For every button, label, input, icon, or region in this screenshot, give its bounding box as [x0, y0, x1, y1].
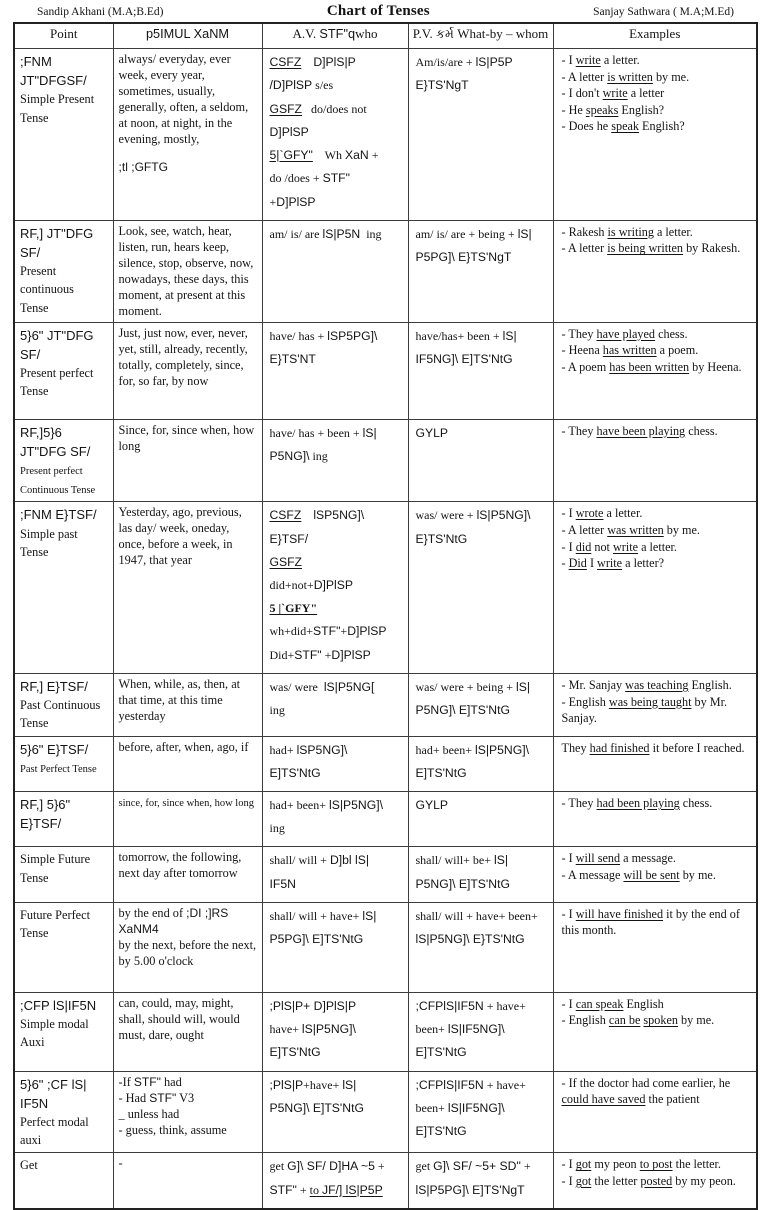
- table-row: [14, 792, 757, 847]
- table-row: [14, 419, 757, 502]
- cell-active-voice-structure: had+ lSP5NG]\ E]TS'NtG: [262, 736, 408, 792]
- cell-tense-name: Get: [14, 1153, 113, 1209]
- cell-examples: - I will have finished it by the end of this month.: [553, 902, 757, 992]
- cell-passive-voice-structure: am/ is/ are + being + lS| P5PG]\ E}TS'NgT: [408, 220, 553, 322]
- table-row: [14, 49, 757, 221]
- column-header-examples: Examples: [553, 23, 757, 49]
- cell-tense-name: RF,] E}TSF/ Past Continuous Tense: [14, 673, 113, 736]
- author-right: Sanjay Sathwara ( M.A;M.Ed): [593, 6, 734, 18]
- table-row: [14, 502, 757, 674]
- author-left: Sandip Akhani (M.A;B.Ed): [37, 6, 164, 18]
- cell-active-voice-structure: have/ has + been + lS| P5NG]\ ing: [262, 419, 408, 502]
- tenses-table: [13, 22, 758, 1210]
- page-title: Chart of Tenses: [326, 3, 430, 19]
- cell-keywords: tomorrow, the following, next day after tomorrow: [113, 847, 262, 903]
- cell-examples: - I will send a message. - A message will be sent by me.: [553, 847, 757, 903]
- cell-keywords: since, for, since when, how long: [113, 792, 262, 847]
- table-row: [14, 673, 757, 736]
- table-row: [14, 736, 757, 792]
- cell-keywords: -If STF" had - Had STF" V3 _ unless had - guess, think, assume: [113, 1071, 262, 1153]
- cell-passive-voice-structure: get G]\ SF/ ~5+ SD" + lS|P5PG]\ E]TS'NgT: [408, 1153, 553, 1209]
- cell-keywords: Yesterday, ago, previous, las day/ week, oneday, once, before a week, in 1947, that year: [113, 502, 262, 674]
- cell-passive-voice-structure: ;CFPlS|IF5N + have+ been+ lS|IF5NG]\ E]TS'NtG: [408, 992, 553, 1071]
- cell-examples: - Mr. Sanjay was teaching English. - English was being taught by Mr. Sanjay.: [553, 673, 757, 736]
- cell-examples: - I can speak English - English can be spoken by me.: [553, 992, 757, 1071]
- table-row: [14, 992, 757, 1071]
- cell-active-voice-structure: have/ has + lSP5PG]\ E}TS'NT: [262, 322, 408, 419]
- cell-keywords: Look, see, watch, hear, listen, run, hears keep, silence, stop, observe, now, nowadays, these days, this moment, at present at this moment.: [113, 220, 262, 322]
- cell-passive-voice-structure: GYLP: [408, 419, 553, 502]
- cell-passive-voice-structure: ;CFPlS|IF5N + have+ been+ lS|IF5NG]\ E]TS'NtG: [408, 1071, 553, 1153]
- cell-passive-voice-structure: had+ been+ lS|P5NG]\ E]TS'NtG: [408, 736, 553, 792]
- cell-keywords: -: [113, 1153, 262, 1209]
- table-row: [14, 220, 757, 322]
- cell-keywords: When, while, as, then, at that time, at this time yesterday: [113, 673, 262, 736]
- cell-active-voice-structure: ;PlS|P+ D]PlS|P have+ lS|P5NG]\ E]TS'NtG: [262, 992, 408, 1071]
- cell-passive-voice-structure: was/ were + lS|P5NG]\ E}TS'NtG: [408, 502, 553, 674]
- cell-tense-name: ;FNM E}TSF/ Simple past Tense: [14, 502, 113, 674]
- cell-passive-voice-structure: was/ were + being + lS| P5NG]\ E]TS'NtG: [408, 673, 553, 736]
- cell-active-voice-structure: CSFZ lSP5NG]\ E}TSF/ GSFZ did+not+D]PlSP 5 |`GFY" wh+did+STF"+D]PlSP Did+STF" +D]PlSP: [262, 502, 408, 674]
- cell-keywords: Since, for, since when, how long: [113, 419, 262, 502]
- cell-tense-name: Simple Future Tense: [14, 847, 113, 903]
- cell-tense-name: RF,]5}6 JT"DFG SF/ Present perfect Continuous Tense: [14, 419, 113, 502]
- table-row: [14, 322, 757, 419]
- cell-passive-voice-structure: shall/ will + have+ been+ lS|P5NG]\ E}TS'NtG: [408, 902, 553, 992]
- table-row: [14, 902, 757, 992]
- table-row: [14, 1153, 757, 1209]
- cell-examples: - Rakesh is writing a letter. - A letter is being written by Rakesh.: [553, 220, 757, 322]
- cell-examples: - I write a letter. - A letter is written by me. - I don't write a letter - He speaks English? - Does he speak English?: [553, 49, 757, 221]
- cell-examples: - They had been playing chess.: [553, 792, 757, 847]
- cell-examples: - If the doctor had come earlier, he could have saved the patient: [553, 1071, 757, 1153]
- cell-active-voice-structure: had+ been+ lS|P5NG]\ ing: [262, 792, 408, 847]
- cell-active-voice-structure: shall/ will + D]bl lS| IF5N: [262, 847, 408, 903]
- cell-examples: - They have played chess. - Heena has written a poem. - A poem has been written by Heena.: [553, 322, 757, 419]
- cell-examples: - I wrote a letter. - A letter was written by me. - I did not write a letter. - Did I write a letter?: [553, 502, 757, 674]
- cell-tense-name: RF,] JT"DFG SF/ Present continuous Tense: [14, 220, 113, 322]
- column-header-keywords: p5IMUL XaNM: [113, 23, 262, 49]
- cell-keywords: before, after, when, ago, if: [113, 736, 262, 792]
- table-row: [14, 1071, 757, 1153]
- column-header-point: Point: [14, 23, 113, 49]
- table-row: [14, 847, 757, 903]
- cell-examples: - I got my peon to post the letter. - I got the letter posted by my peon.: [553, 1153, 757, 1209]
- cell-active-voice-structure: get G]\ SF/ D]HA ~5 + STF" + to JF/] lS|P5P: [262, 1153, 408, 1209]
- cell-examples: They had finished it before I reached.: [553, 736, 757, 792]
- cell-examples: - They have been playing chess.: [553, 419, 757, 502]
- cell-active-voice-structure: was/ were lS|P5NG[ ing: [262, 673, 408, 736]
- cell-tense-name: ;FNM JT"DFGSF/ Simple Present Tense: [14, 49, 113, 221]
- cell-active-voice-structure: am/ is/ are lS|P5N ing: [262, 220, 408, 322]
- cell-tense-name: RF,] 5}6" E}TSF/: [14, 792, 113, 847]
- cell-tense-name: 5}6" JT"DFG SF/ Present perfect Tense: [14, 322, 113, 419]
- cell-active-voice-structure: ;PlS|P+have+ lS| P5NG]\ E]TS'NtG: [262, 1071, 408, 1153]
- cell-keywords: Just, just now, ever, never, yet, still, already, recently, totally, completely, since, for, so far, by now: [113, 322, 262, 419]
- cell-keywords: always/ everyday, ever week, every year, sometimes, usually, generally, often, a seldom, at noon, at night, in the evening, mostly, ;tl ;GFTG: [113, 49, 262, 221]
- cell-passive-voice-structure: have/has+ been + lS| IF5NG]\ E]TS'NtG: [408, 322, 553, 419]
- cell-keywords: can, could, may, might, shall, should will, would must, dare, ought: [113, 992, 262, 1071]
- column-header-passive-voice: P.V. કર્મ What-by – whom: [408, 23, 553, 49]
- cell-tense-name: ;CFP lS|IF5N Simple modal Auxi: [14, 992, 113, 1071]
- table-body: [14, 49, 757, 1209]
- cell-passive-voice-structure: shall/ will+ be+ lS| P5NG]\ E]TS'NtG: [408, 847, 553, 903]
- cell-active-voice-structure: CSFZ D]PlS|P /D]PlSP s/es GSFZ do/does not D]PlSP 5|`GFY" Wh XaN + do /does + STF" +D]PlSP: [262, 49, 408, 221]
- column-header-active-voice: A.V. STF"qwho: [262, 23, 408, 49]
- cell-passive-voice-structure: GYLP: [408, 792, 553, 847]
- cell-tense-name: 5}6" E}TSF/ Past Perfect Tense: [14, 736, 113, 792]
- cell-tense-name: 5}6" ;CF lS| IF5N Perfect modal auxi: [14, 1071, 113, 1153]
- cell-keywords: by the end of ;DI ;]RS XaNM4 by the next, before the next, by 5.00 o'clock: [113, 902, 262, 992]
- cell-active-voice-structure: shall/ will + have+ lS| P5PG]\ E]TS'NtG: [262, 902, 408, 992]
- table-header-row: [14, 23, 757, 49]
- cell-passive-voice-structure: Am/is/are + lS|P5P E}TS'NgT: [408, 49, 553, 221]
- cell-tense-name: Future Perfect Tense: [14, 902, 113, 992]
- masthead: [13, 2, 756, 22]
